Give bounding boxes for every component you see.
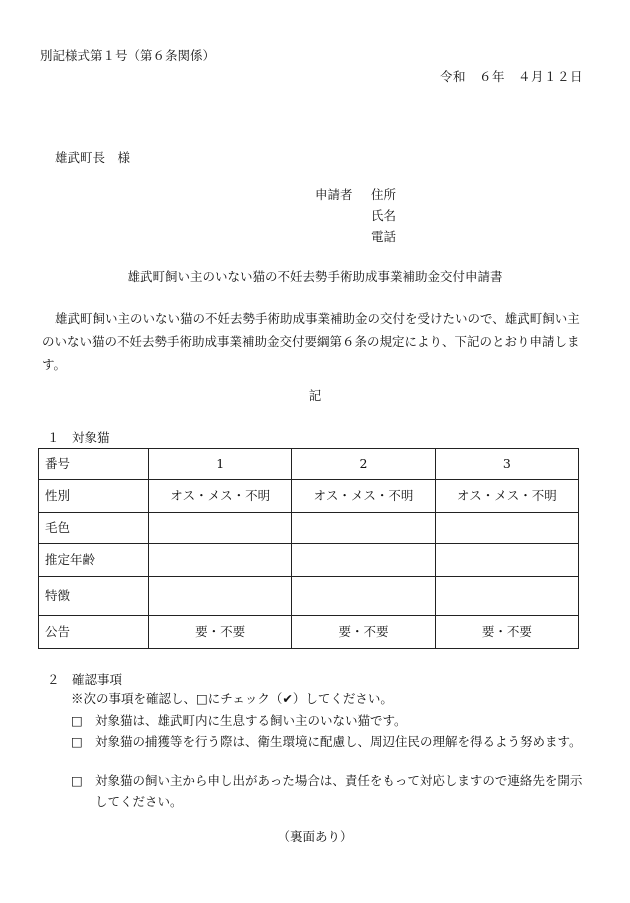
application-date: 令和 ６年 ４月１２日	[439, 69, 583, 84]
table-cell[interactable]	[149, 577, 292, 616]
table-cell[interactable]	[292, 513, 435, 544]
check-item	[71, 710, 591, 731]
table-cell[interactable]: 要・不要	[149, 616, 292, 649]
name-label: 氏名	[370, 208, 396, 223]
phone-label: 電話	[370, 229, 396, 244]
table-cell: 1	[149, 449, 292, 480]
table-row	[39, 513, 579, 544]
table-cell[interactable]: オス・メス・不明	[149, 480, 292, 513]
address-label: 住所	[370, 187, 396, 202]
table-row	[39, 577, 579, 616]
body-paragraph: 雄武町飼い主のいない猫の不妊去勢手術助成事業補助金の交付を受けたいので、雄武町飼い主のいない猫の不妊去勢手術助成事業補助金交付要綱第６条の規定により、下記のとおり申請します。	[42, 311, 580, 372]
table-row	[39, 480, 579, 513]
section2-heading: ２ 確認事項	[47, 672, 123, 687]
table-cell[interactable]	[435, 544, 578, 577]
row-label: 番号	[39, 449, 149, 480]
form-label: 別記様式第１号（第６条関係）	[40, 48, 216, 63]
table-row	[39, 544, 579, 577]
checkbox[interactable]: □	[71, 713, 83, 728]
table-cell[interactable]	[435, 513, 578, 544]
checkbox[interactable]: □	[71, 734, 83, 749]
table-cell[interactable]	[292, 544, 435, 577]
checkbox[interactable]: □	[71, 773, 83, 788]
check-item-text: 対象猫は、雄武町内に生息する飼い主のいない猫です。	[95, 713, 407, 728]
target-cat-table	[38, 448, 579, 649]
check-item-text: 対象猫の飼い主から申し出があった場合は、責任をもって対応しますので連絡先を開示してください。	[95, 773, 583, 809]
table-cell[interactable]: 要・不要	[292, 616, 435, 649]
row-label: 毛色	[39, 513, 149, 544]
check-item	[71, 731, 591, 752]
addressee: 雄武町長 様	[55, 150, 131, 165]
ki-heading: 記	[308, 388, 322, 403]
table-cell[interactable]	[292, 577, 435, 616]
row-label: 推定年齢	[39, 544, 149, 577]
document-title: 雄武町飼い主のいない猫の不妊去勢手術助成事業補助金交付申請書	[127, 269, 503, 284]
table-cell[interactable]: オス・メス・不明	[435, 480, 578, 513]
reverse-side-note: （裏面あり）	[277, 829, 353, 844]
row-label: 公告	[39, 616, 149, 649]
applicant-prefix: 申請者	[315, 187, 353, 202]
check-item	[71, 770, 591, 812]
table-cell[interactable]	[149, 513, 292, 544]
table-cell[interactable]: オス・メス・不明	[292, 480, 435, 513]
table-cell: 3	[435, 449, 578, 480]
check-item-text: 対象猫の捕獲等を行う際は、衛生環境に配慮し、周辺住民の理解を得るよう努めます。	[95, 734, 582, 749]
row-label: 特徴	[39, 577, 149, 616]
row-label: 性別	[39, 480, 149, 513]
table-row	[39, 449, 579, 480]
table-cell[interactable]	[149, 544, 292, 577]
section1-heading: １ 対象猫	[47, 430, 110, 445]
check-instruction: ※次の事項を確認し、□にチェック（✔）してください。	[71, 691, 393, 706]
table-cell[interactable]	[435, 577, 578, 616]
applicant-block	[315, 186, 396, 249]
table-row	[39, 616, 579, 649]
table-cell[interactable]: 要・不要	[435, 616, 578, 649]
table-cell: 2	[292, 449, 435, 480]
